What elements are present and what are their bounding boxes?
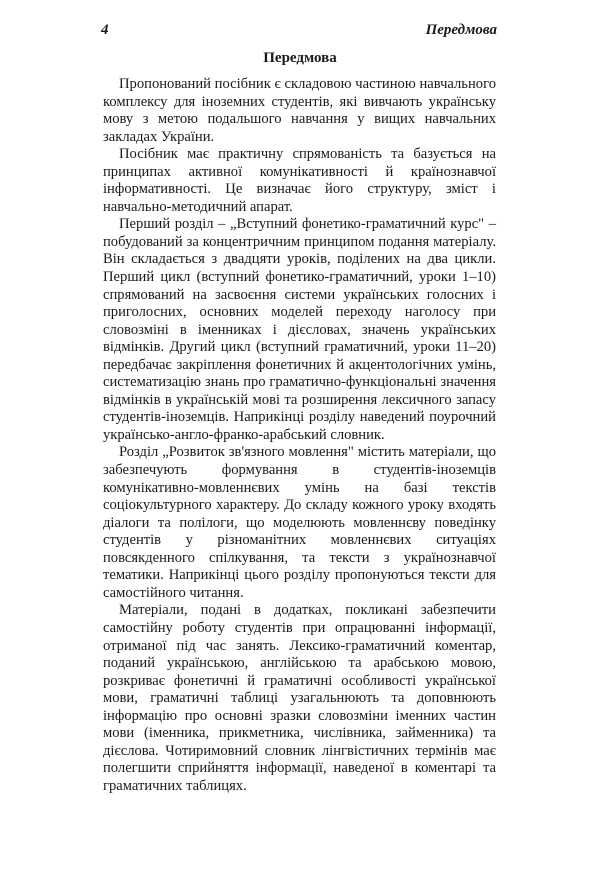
section-title: Передмова: [263, 50, 337, 66]
paragraph-orientation: Посібник має практичну спрямованість та базується на принципах активної комунікативності й країнознавчої інформативності. Це визначає його структуру, зміст і навчально-методичний апарат.: [103, 146, 496, 215]
paragraph-second-section: Розділ „Розвиток зв'язного мовлення" містить матеріали, що забезпечують формування в студентів-іноземців комунікативно-мовленнєвих умінь на базі текстів соціокультурного характеру. До складу кожного уроку входять діалоги та полілоги, що моделюють мовленнєву поведінку студентів у різноманітних мовленнєвих ситуаціях повсякденного спілкування, та тексти з українознавчої тематики. Наприкінці цього розділу пропонуються тексти для самостійного читання.: [103, 444, 496, 601]
body-text: [103, 76, 496, 795]
page-number: 4: [101, 22, 109, 38]
running-title: Передмова: [425, 22, 497, 38]
paragraph-intro: Пропонований посібник є складовою частиною навчального комплексу для іноземних студентів, які вивчають українську мову з метою подальшого навчання у вищих навчальних закладах України.: [103, 76, 496, 145]
paragraph-appendices: Матеріали, подані в додатках, покликані забезпечити самостійну роботу студентів при опрацюванні інформації, отриманої під час занять. Лексико-граматичний коментар, поданий українською, англійською та арабською мовою, розкриває фонетичні й граматичні особливості української мови, граматичні таблиці узагальнюють та доповнюють інформацію про основні зразки словозміни іменних частин мови (іменника, прикметника, числівника, займенника) та дієслова. Чотиримовний словник лінгвістичних термінів має полегшити сприйняття інформації, наведеної в коментарі та граматичних таблицях.: [103, 602, 496, 794]
paragraph-first-section: Перший розділ – „Вступний фонетико-граматичний курс" – побудований за концентричним принципом подання матеріалу. Він складається з двадцяти уроків, поділених на два цикли. Перший цикл (вступний фонетико-граматичний, уроки 1–10) спрямований на засвоєння системи українських голосних і приголосних, основних моделей переходу наголосу при словозміні в іменниках і дієсловах, значень українських відмінків. Другий цикл (вступний граматичний, уроки 11–20) передбачає закріплення фонетичних й акцентологічних умінь, систематизацію знань про граматично-функціональні значення відмінків в українській мові та розширення лексичного запасу студентів-іноземців. Наприкінці розділу наведений поурочний українсько-англо-франко-арабський словник.: [103, 216, 496, 443]
running-header: [101, 22, 497, 39]
